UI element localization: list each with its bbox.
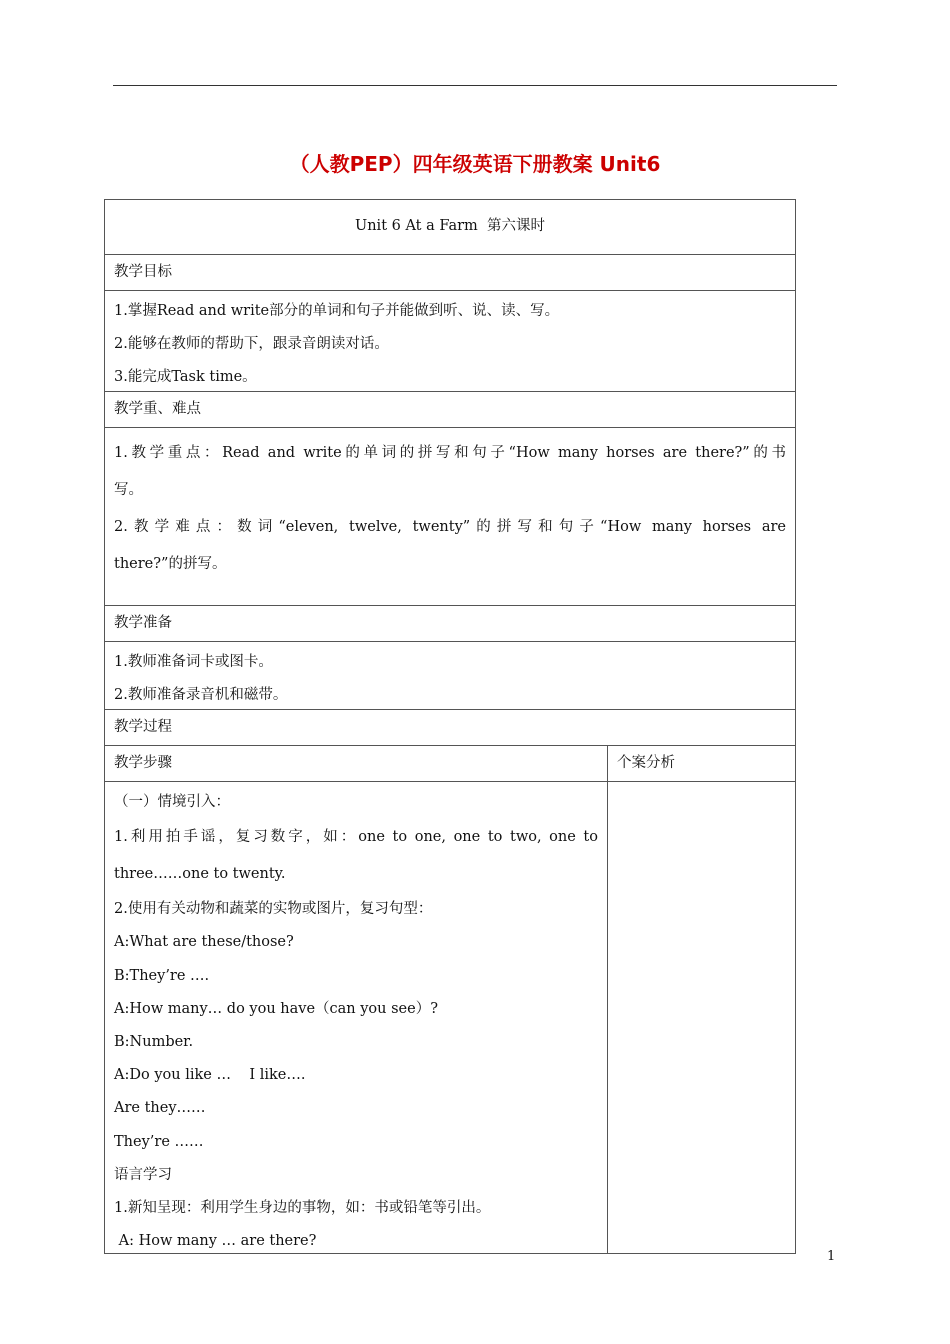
- step-line: 1.新知呈现：利用学生身边的事物，如：书或铅笔等引出。: [114, 1200, 491, 1217]
- document-title: （人教PEP）四年级英语下册教案 Unit6: [289, 152, 661, 176]
- analysis-column: [608, 782, 795, 1253]
- process-heading-row: [105, 710, 795, 746]
- goals-heading-row: [105, 255, 795, 291]
- key-point-line: 2.教学难点：数词“eleven, twelve, twenty”的拼写和句子“How many horses are: [114, 519, 786, 535]
- goals-heading: 教学目标: [114, 264, 172, 280]
- step-line: 1.利用拍手谣，复习数字，如：one to one, one to two, one to: [114, 829, 598, 846]
- process-heading: 教学过程: [114, 719, 172, 735]
- step-line: 2.使用有关动物和蔬菜的实物或图片，复习句型：: [114, 901, 433, 918]
- page-number: 1: [827, 1249, 836, 1264]
- lesson-plan-table: [104, 199, 796, 1254]
- unit-header: Unit 6 At a Farm 第六课时: [355, 218, 545, 234]
- header-rule: [113, 85, 837, 86]
- preparation-item: 1.教师准备词卡或图卡。: [114, 654, 273, 670]
- goals-content-row: [105, 291, 795, 392]
- process-content-row: [105, 782, 795, 1253]
- step-line: A:Do you like … I like….: [114, 1067, 306, 1084]
- preparation-heading-row: [105, 606, 795, 642]
- preparation-content-row: [105, 642, 795, 710]
- key-points-heading-row: [105, 392, 795, 428]
- step-line: A:How many… do you have（can you see）?: [114, 1000, 438, 1017]
- step-line: A:What are these/those?: [114, 934, 294, 951]
- step-line: 语言学习: [114, 1166, 172, 1183]
- step-line: A: How many … are there?: [114, 1233, 317, 1250]
- process-columns-header-row: [105, 746, 795, 782]
- step-line: B:They’re ….: [114, 967, 210, 984]
- key-point-line: 写。: [114, 482, 143, 498]
- unit-header-row: [105, 200, 795, 255]
- step-line: （一）情境引入：: [114, 794, 230, 810]
- goal-item: 2.能够在教师的帮助下，跟录音朗读对话。: [114, 336, 389, 352]
- key-point-line: 1.教学重点：Read and write的单词的拼写和句子“How many horses are there?”的书: [114, 445, 786, 461]
- step-line: They’re ……: [114, 1133, 204, 1150]
- analysis-column-header: 个案分析: [617, 755, 675, 771]
- preparation-item: 2.教师准备录音机和磁带。: [114, 687, 288, 703]
- step-line: B:Number.: [114, 1034, 194, 1051]
- goal-item: 1.掌握Read and write部分的单词和句子并能做到听、说、读、写。: [114, 303, 560, 319]
- key-points-content-row: [105, 428, 795, 606]
- goal-item: 3.能完成Task time。: [114, 369, 257, 385]
- step-line: Are they……: [114, 1100, 206, 1117]
- preparation-heading: 教学准备: [114, 615, 172, 631]
- steps-column-header: 教学步骤: [105, 746, 608, 781]
- steps-column: [105, 782, 608, 1253]
- step-line: three……one to twenty.: [114, 866, 286, 883]
- key-points-heading: 教学重、难点: [114, 401, 201, 417]
- key-point-line: there?”的拼写。: [114, 556, 227, 572]
